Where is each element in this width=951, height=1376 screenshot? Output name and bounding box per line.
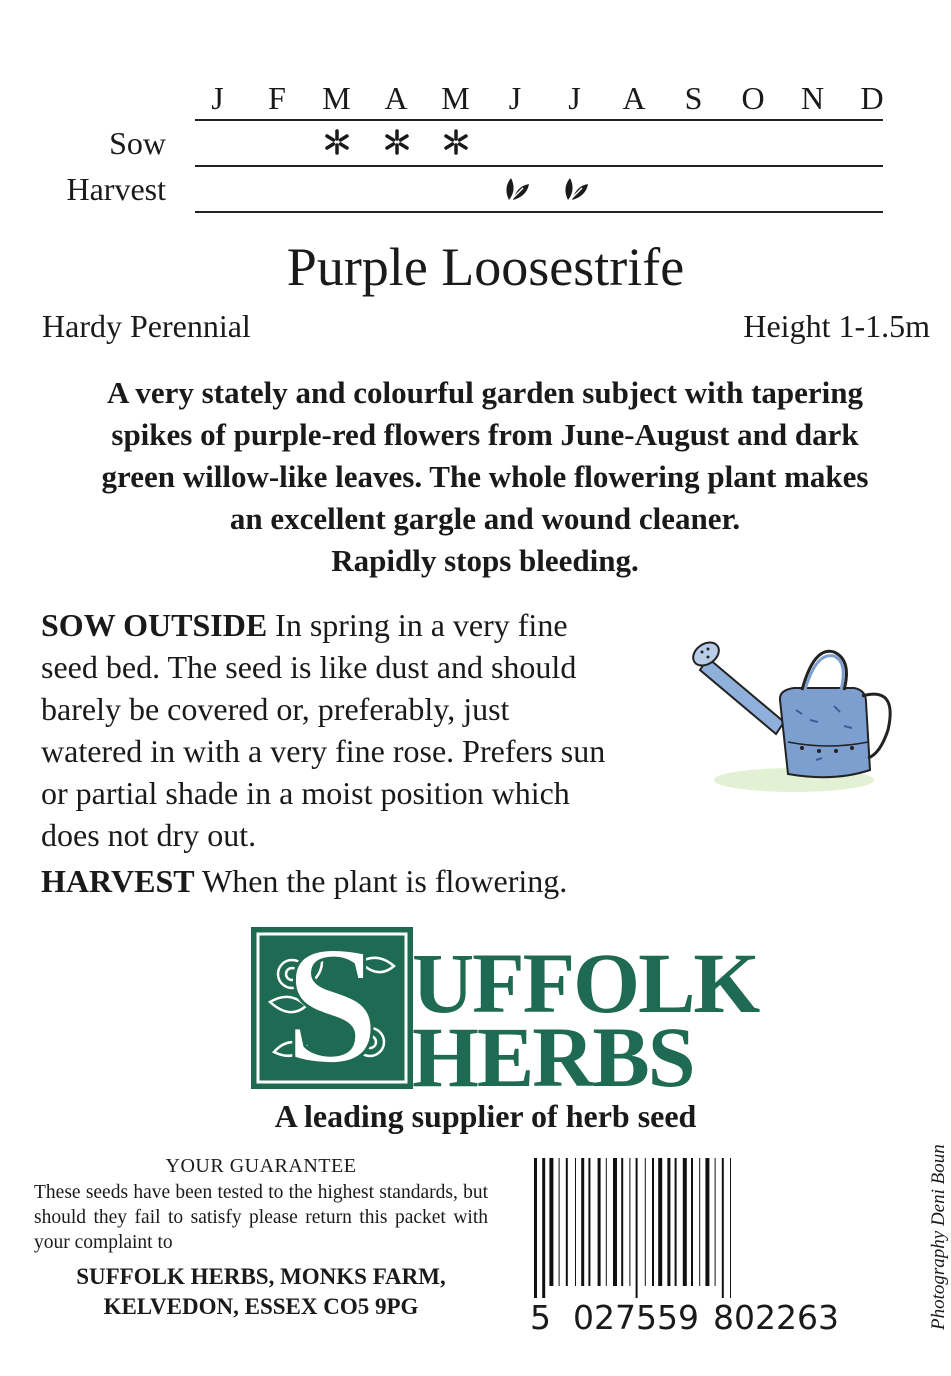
barcode-bars [530, 1158, 860, 1298]
month-label: A [622, 80, 647, 116]
barcode-digit-first: 5 [530, 1298, 551, 1337]
sowing-line [41, 604, 701, 646]
description-last-line: Rapidly stops bleeding. [331, 543, 639, 578]
month-label: M [441, 80, 471, 116]
description-line: spikes of purple-red flowers from June-August and dark [111, 417, 859, 452]
month-label: J [211, 80, 225, 116]
guarantee-title: YOUR GUARANTEE [165, 1155, 357, 1177]
seed-star-icon [377, 128, 417, 161]
month-label: O [741, 80, 766, 116]
page-title: Purple Loosestrife [286, 237, 685, 297]
seed-star-icon [317, 128, 357, 161]
harvest-text: When the plant is flowering. [202, 863, 568, 899]
month-header [195, 80, 883, 120]
sow-row-label: Sow [109, 125, 166, 161]
calendar-rule-bottom [195, 211, 883, 213]
plant-height: Height 1-1.5m [743, 308, 930, 344]
month-label: J [508, 80, 523, 116]
sowing-instructions [41, 604, 701, 856]
month-label: S [684, 80, 704, 116]
address-line-1: SUFFOLK HERBS, MONKS FARM, [76, 1264, 446, 1289]
calendar-rule-middle [195, 165, 883, 167]
description [40, 372, 930, 582]
harvest-heading: HARVEST [41, 863, 195, 899]
month-label: J [568, 80, 582, 116]
guarantee-address [34, 1262, 488, 1322]
sowing-line: or partial shade in a moist position which [41, 775, 570, 811]
plant-type: Hardy Perennial [42, 308, 251, 344]
sowing-line: does not dry out. [41, 817, 257, 853]
sowing-line: barely be covered or, preferably, just [41, 691, 510, 727]
suffolk-herbs-logo [250, 922, 759, 1105]
barcode-digits-right: 802263 [713, 1298, 839, 1337]
logo-line-2: HERBS [412, 1009, 694, 1105]
watering-can-icon [684, 630, 904, 800]
sowing-text: In spring in a very fine [275, 607, 568, 643]
harvest-instructions [41, 860, 701, 902]
leaf-sprig-icon [555, 174, 595, 209]
tagline: A leading supplier of herb seed [274, 1098, 697, 1134]
harvest-row-label: Harvest [66, 171, 166, 207]
seed-star-icon [436, 128, 476, 161]
sowing-heading: SOW OUTSIDE [41, 607, 268, 643]
month-label: N [800, 80, 826, 116]
logo-initial: S [284, 922, 380, 1092]
barcode-digits-left: 027559 [573, 1298, 699, 1337]
month-label: F [268, 80, 287, 116]
description-line: an excellent gargle and wound cleaner. [229, 501, 741, 536]
month-label: D [860, 80, 885, 116]
description-line: A very stately and colourful garden subject with tapering [106, 375, 864, 410]
photo-credit: Photography Deni Boun [928, 1144, 949, 1330]
address-line-2: KELVEDON, ESSEX CO5 9PG [103, 1294, 419, 1319]
guarantee-body: These seeds have been tested to the highest standards, but should they fail to satisfy please return this packet with your complaint to [34, 1182, 488, 1253]
month-label: M [322, 80, 352, 116]
description-line: green willow-like leaves. The whole flowering plant makes [101, 459, 869, 494]
sowing-line: seed bed. The seed is like dust and should [41, 649, 577, 685]
logo-line-1: UFFOLK [412, 935, 759, 1031]
leaf-sprig-icon [496, 174, 536, 209]
calendar-rule-top [195, 119, 883, 121]
barcode [530, 1158, 860, 1338]
month-label: A [384, 80, 409, 116]
sowing-line: watered in with a very fine rose. Prefers sun [41, 733, 606, 769]
